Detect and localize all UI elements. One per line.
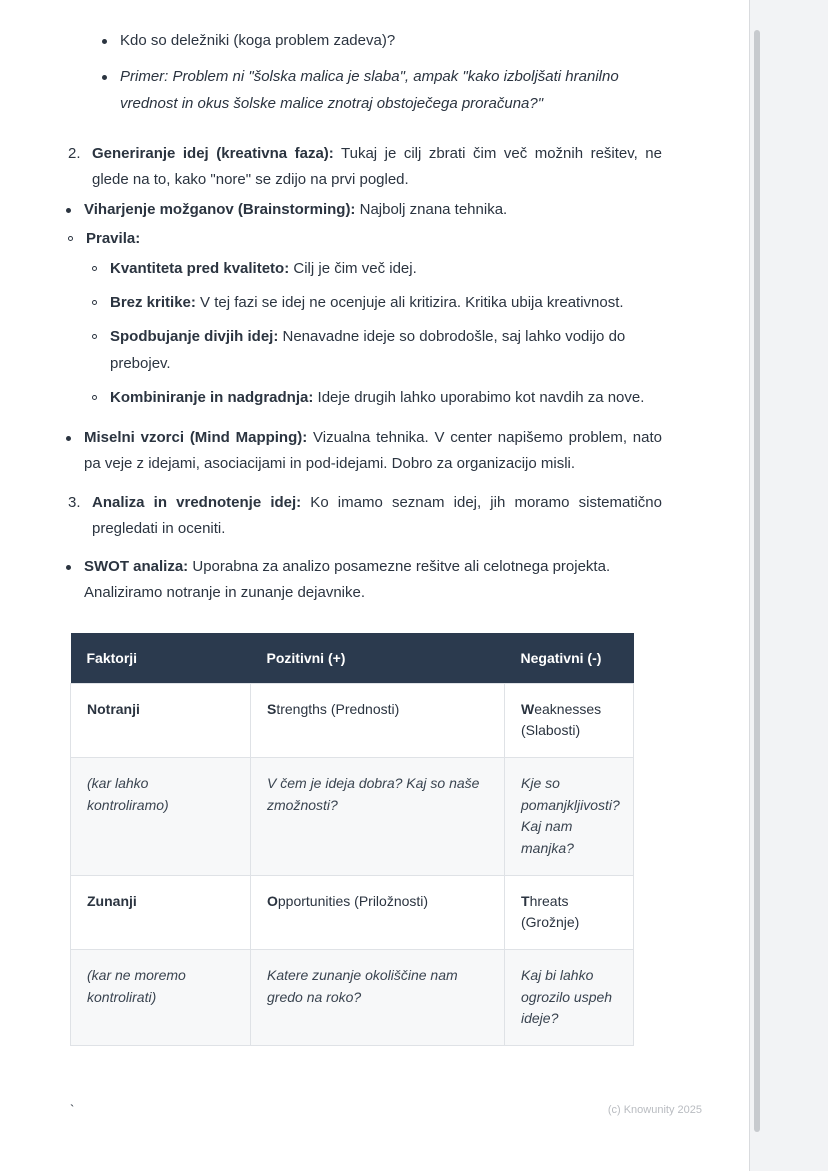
rule-0-body: Cilj je čim več idej. bbox=[289, 259, 417, 277]
numbered-section-2 bbox=[62, 141, 662, 194]
rule-0-heading: Kvantiteta pred kvaliteto: bbox=[110, 259, 290, 277]
table-row bbox=[71, 757, 634, 875]
cell-text: pportunities (Priložnosti) bbox=[277, 892, 429, 909]
brainstorm-body: Najbolj znana tehnika. bbox=[355, 201, 508, 219]
table-row bbox=[71, 875, 634, 949]
footer-tick: ` bbox=[70, 1102, 75, 1117]
list-item bbox=[62, 141, 662, 194]
cell-weaknesses-note: Kje so pomanjkljivosti? Kaj nam manjka? bbox=[505, 757, 634, 875]
rule-3-body: Ideje drugih lahko uporabimo kot navdih za nove. bbox=[313, 388, 645, 406]
column-header-faktorji: Faktorji bbox=[71, 633, 251, 684]
cell-strengths-note: V čem je ideja dobra? Kaj so naše zmožnosti? bbox=[251, 757, 505, 875]
list-item bbox=[62, 197, 662, 223]
cell-text: trengths (Prednosti) bbox=[276, 700, 400, 717]
table-row bbox=[71, 633, 634, 684]
brainstorm-bullet bbox=[62, 197, 662, 223]
list-item bbox=[98, 28, 662, 54]
list-item bbox=[62, 554, 662, 607]
cell-text: Notranji bbox=[87, 700, 140, 717]
list-item bbox=[86, 324, 662, 377]
list-item bbox=[86, 256, 662, 282]
cell-threats-note: Kaj bi lahko ogrozilo uspeh ideje? bbox=[505, 950, 634, 1046]
cell-text: Zunanji bbox=[87, 892, 137, 909]
list-item bbox=[86, 290, 662, 316]
mindmap-bullet bbox=[62, 425, 662, 478]
scrollbar-thumb[interactable] bbox=[754, 30, 760, 1132]
cell-notranji bbox=[71, 683, 251, 757]
rule-3-heading: Kombiniranje in nadgradnja: bbox=[110, 388, 314, 406]
cell-weaknesses bbox=[505, 683, 634, 757]
rules-label: Pravila: bbox=[86, 229, 141, 247]
cell-prefix: W bbox=[521, 700, 535, 717]
cell-text: eaknesses (Slabosti) bbox=[521, 700, 602, 739]
section3-heading: Analiza in vrednotenje idej: bbox=[92, 493, 302, 511]
mindmap-body: Vizualna tehnika. V center napišemo problem, nato pa veje z idejami, asociacijami in pod-idejami. Dobro za organizacijo misli. bbox=[84, 429, 662, 473]
cell-opportunities-note: Katere zunanje okoliščine nam gredo na roko? bbox=[251, 950, 505, 1046]
swot-heading: SWOT analiza: bbox=[84, 558, 189, 575]
rule-2-body: Nenavadne ideje so dobrodošle, saj lahko vodijo do prebojev. bbox=[110, 328, 626, 372]
mindmap-heading: Miselni vzorci (Mind Mapping): bbox=[84, 429, 308, 446]
cell-opportunities bbox=[251, 875, 505, 949]
section2-heading: Generiranje idej (kreativna faza): bbox=[92, 144, 334, 162]
swot-table-body bbox=[71, 683, 634, 1046]
scrollbar-track[interactable] bbox=[749, 0, 828, 1171]
list-item bbox=[62, 425, 662, 478]
table-row bbox=[71, 950, 634, 1046]
intro-bullet-text-1: Primer: Problem ni "šolska malica je slaba", ampak "kako izboljšati hranilno vrednost in okus šolske malice znotraj obstoječega proračuna?" bbox=[120, 68, 619, 112]
cell-text: hreats (Grožnje) bbox=[521, 892, 580, 931]
cell-zunanji-note: (kar ne moremo kontrolirati) bbox=[71, 950, 251, 1046]
column-header-negativni: Negativni (-) bbox=[505, 633, 634, 684]
cell-prefix: O bbox=[267, 892, 278, 909]
swot-table bbox=[70, 633, 634, 1047]
list-marker: 3. bbox=[68, 493, 81, 511]
footer-credit: (c) Knowunity 2025 bbox=[607, 1104, 702, 1116]
document-content bbox=[62, 28, 662, 1046]
section3-body: Ko imamo seznam idej, jih moramo sistematično pregledati in oceniti. bbox=[92, 493, 662, 537]
brainstorm-rules-group bbox=[62, 226, 662, 412]
list-item bbox=[86, 385, 662, 411]
intro-bullet-list bbox=[98, 28, 662, 117]
swot-table-header bbox=[71, 633, 634, 684]
swot-body: Uporabna za analizo posamezne rešitve ali celotnega projekta. Analiziramo notranje in zunanje dejavnike. bbox=[84, 558, 611, 602]
cell-prefix: S bbox=[267, 700, 277, 717]
table-row bbox=[71, 683, 634, 757]
intro-bullet-text-0: Kdo so deležniki (koga problem zadeva)? bbox=[120, 32, 396, 49]
cell-prefix: T bbox=[521, 892, 530, 909]
brainstorm-rules-list bbox=[86, 256, 662, 411]
swot-bullet bbox=[62, 554, 662, 607]
rule-2-heading: Spodbujanje divjih idej: bbox=[110, 328, 279, 346]
list-item bbox=[62, 490, 662, 543]
cell-notranji-note: (kar lahko kontroliramo) bbox=[71, 757, 251, 875]
rule-1-body: V tej fazi se idej ne ocenjuje ali kritizira. Kritika ubija kreativnost. bbox=[195, 294, 624, 311]
list-marker: 2. bbox=[68, 144, 81, 162]
list-item bbox=[98, 64, 662, 117]
cell-threats bbox=[505, 875, 634, 949]
brainstorm-heading: Viharjenje možganov (Brainstorming): bbox=[84, 201, 356, 219]
list-item bbox=[62, 226, 662, 412]
cell-zunanji bbox=[71, 875, 251, 949]
numbered-section-3 bbox=[62, 490, 662, 543]
cell-strengths bbox=[251, 683, 505, 757]
section2-body: Tukaj je cilj zbrati čim več možnih rešitev, ne glede na to, kako "nore" se zdijo na prvi pogled. bbox=[92, 144, 662, 188]
rule-1-heading: Brez kritike: bbox=[110, 294, 196, 311]
column-header-pozitivni: Pozitivni (+) bbox=[251, 633, 505, 684]
